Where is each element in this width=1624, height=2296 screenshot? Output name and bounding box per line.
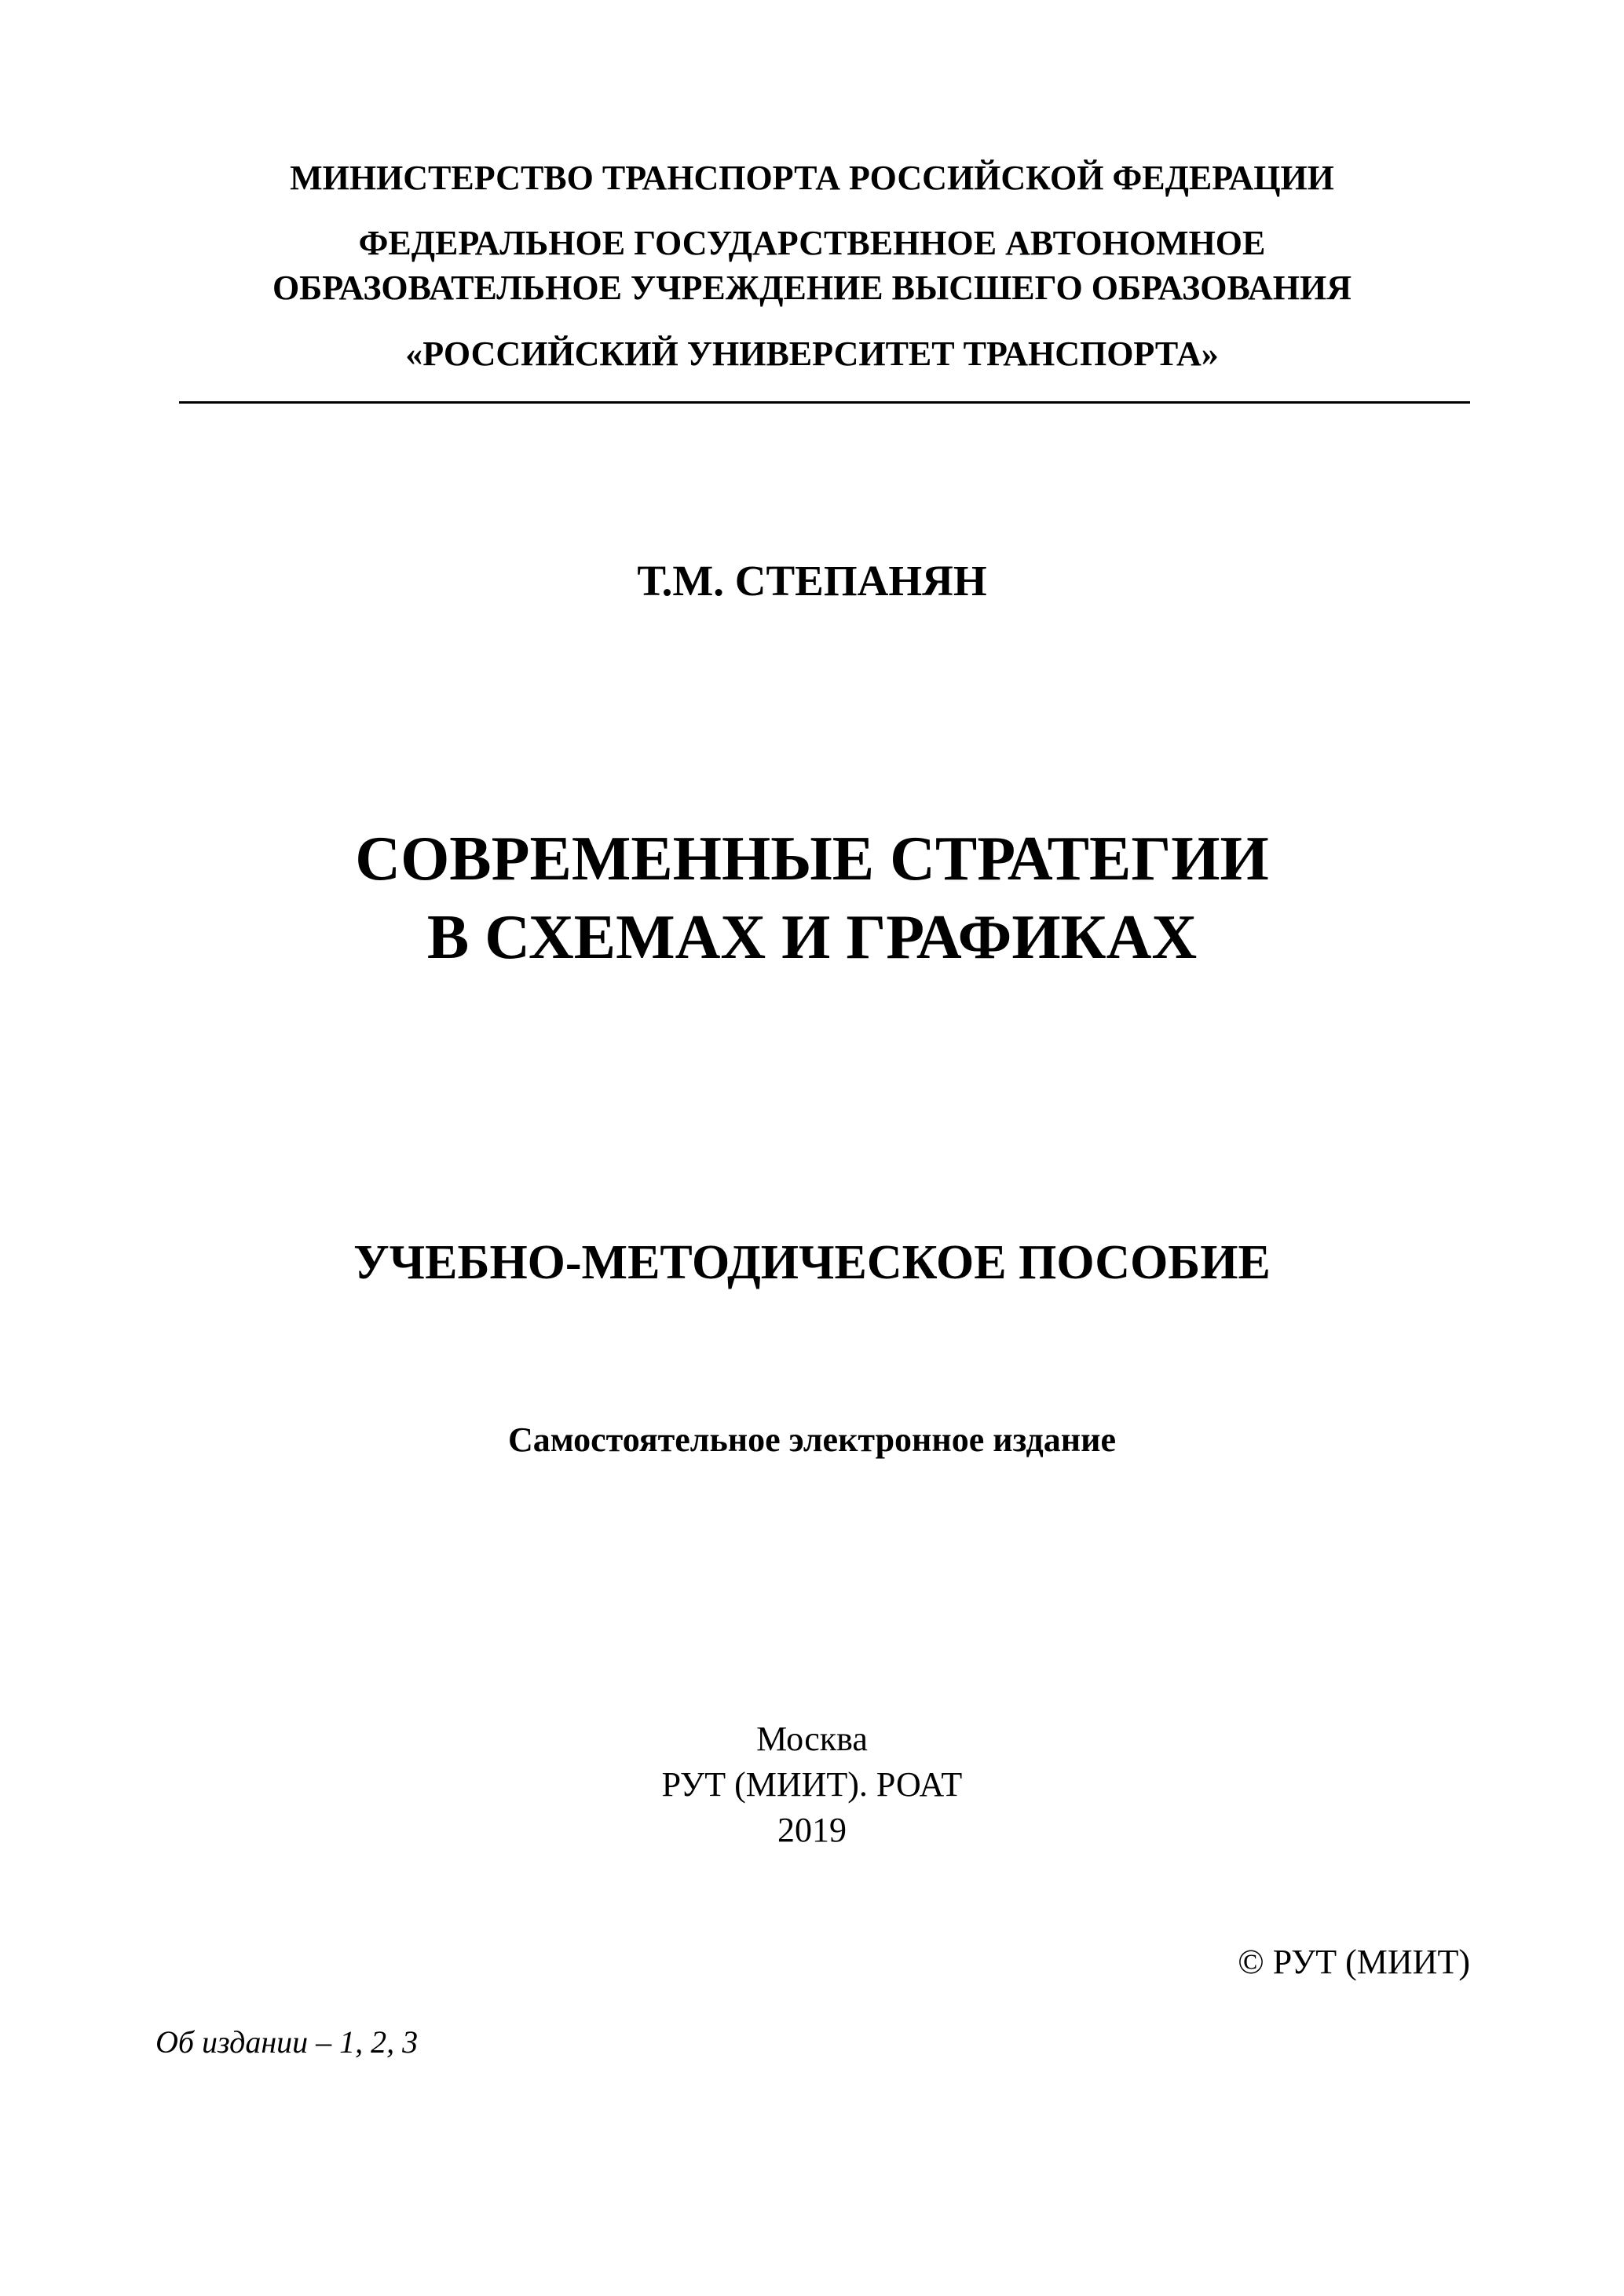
header-divider [179,401,1470,404]
author-name: Т.М. СТЕПАНЯН [637,557,987,605]
imprint-publisher: РУТ (МИИТ). РОАТ [661,1765,963,1804]
edition-type: Самостоятельное электронное издание [507,1420,1117,1459]
book-subtitle: УЧЕБНО-МЕТОДИЧЕСКОЕ ПОСОБИЕ [353,1236,1271,1289]
ministry-name: МИНИСТЕРСТВО ТРАНСПОРТА РОССИЙСКОЙ ФЕДЕРАЦИИ [290,159,1334,197]
book-title-line-2: В СХЕМАХ И ГРАФИКАХ [426,903,1198,972]
about-edition-note: Об издании – 1, 2, 3 [155,2024,419,2060]
book-title-line-1: СОВРЕМЕННЫЕ СТРАТЕГИИ [355,824,1269,894]
imprint-year: 2019 [777,1811,847,1849]
copyright-notice: © РУТ (МИИТ) [1238,1943,1470,1981]
institution-line-1: ФЕДЕРАЛЬНОЕ ГОСУДАРСТВЕННОЕ АВТОНОМНОЕ [358,224,1266,262]
university-name: «РОССИЙСКИЙ УНИВЕРСИТЕТ ТРАНСПОРТА» [405,335,1219,373]
imprint-city: Москва [756,1720,868,1758]
institution-line-2: ОБРАЗОВАТЕЛЬНОЕ УЧРЕЖДЕНИЕ ВЫСШЕГО ОБРАЗОВАНИЯ [272,269,1352,307]
